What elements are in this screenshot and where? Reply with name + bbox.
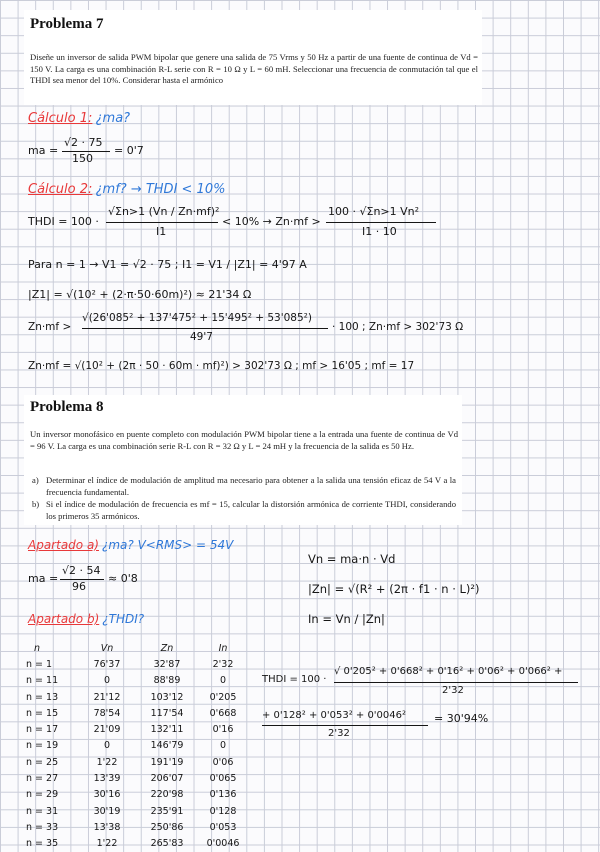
problem7-statement: Diseñe un inversor de salida PWM bipolar que genere una salida de 75 Vrms y 50 Hz a partir de una fuente de continua de Vd = 150 V. La carga es una combinación R-L serie con R = 10 Ω y L = 60 mH. Seleccionar una frecuencia de conmutación tal que el THDI sea menor del 10%. Considerar hasta el armónico (30, 52, 478, 85)
problem8-statement: Un inversor monofásico en puente completo con modulación PWM bipolar tiene a la entrada una fuente de continua de Vd = 96 V. La carga es una combinación serie R-L con R = 32 Ω y L = 24 mH y la frecuencia de la salida es 50 Hz. (30, 429, 458, 451)
table-row (26, 656, 248, 672)
final-thd-lhs: THDI = 100 · (262, 674, 327, 685)
cell-in: 0'0046 (206, 838, 240, 850)
table-row (26, 705, 248, 721)
table-row (26, 819, 248, 835)
final-thd-den1: 2'32 (442, 685, 464, 696)
ma-den: 150 (72, 152, 93, 165)
cell-in: 0'16 (212, 724, 234, 736)
ma-res: = 0'7 (114, 144, 144, 157)
apa-den: 96 (72, 580, 86, 593)
thd-rhs-den: I1 · 10 (362, 225, 397, 238)
final-thd-den2: 2'32 (328, 728, 350, 739)
cell-zn: 220'98 (150, 789, 184, 801)
item-b: Si el índice de modulación de frecuencia es mf = 15, calcular la distorsión armónica de corriente THDI, considerando los primeros 35 armónicos. (46, 499, 456, 521)
cell-vn: 13'39 (93, 773, 121, 785)
cell-zn: 235'91 (150, 805, 184, 817)
thd-condition-formula (28, 205, 448, 245)
table-row (26, 673, 248, 689)
cell-in: 0 (219, 675, 227, 687)
table-row (26, 770, 248, 786)
problem7-statement-card (24, 10, 482, 105)
cell-vn: 13'38 (93, 821, 121, 833)
thd-rhs-fraction-bar (326, 222, 436, 223)
header-n: n (34, 642, 41, 654)
cell-n: n = 31 (26, 805, 59, 817)
cell-zn: 132'11 (150, 724, 184, 736)
cell-in: 0'065 (209, 773, 237, 785)
cell-in: 0'053 (209, 821, 237, 833)
cell-in: 0'136 (209, 789, 237, 801)
cell-in: 0 (219, 740, 227, 752)
cell-vn: 30'19 (93, 805, 121, 817)
cell-vn: 0 (103, 675, 111, 687)
apa-num: √2 · 54 (62, 564, 101, 577)
final-thd-formula (262, 666, 592, 746)
header-vn: Vn (100, 642, 114, 654)
item-a-marker: a) (32, 475, 39, 485)
apartado-b-label: Apartado b) (28, 612, 100, 626)
table-body (26, 656, 248, 852)
cell-zn: 206'07 (150, 773, 184, 785)
thd-mid: < 10% → Zn·mf > (222, 215, 321, 228)
thd-rhs-num: 100 · √Σn>1 Vn² (328, 205, 420, 218)
thd-fraction-bar (106, 222, 218, 223)
apa-lhs: ma = (28, 572, 59, 585)
harmonics-table (26, 640, 248, 852)
cell-n: n = 17 (26, 724, 59, 736)
cell-zn: 146'79 (150, 740, 184, 752)
thd-lhs: THDI = 100 · (28, 215, 99, 228)
cell-in: 2'32 (212, 658, 234, 670)
n1-line: Para n = 1 → V1 = √2 · 75 ; I1 = V1 / |Z1| = 4'97 A (28, 258, 307, 271)
cell-n: n = 35 (26, 838, 59, 850)
problem8-statement-card (24, 395, 462, 525)
zmf-rest: · 100 ; Zn·mf > 302'73 Ω (332, 321, 464, 333)
zmf-den: 49'7 (190, 331, 213, 343)
table-row (26, 787, 248, 803)
header-zn: Zn (160, 642, 174, 654)
table-row (26, 689, 248, 705)
apartado-a-question: ¿ma? V<RMS> = 54V (101, 538, 234, 552)
cell-zn: 88'89 (153, 675, 181, 687)
apartado-a-heading (28, 538, 233, 553)
cell-n: n = 33 (26, 821, 59, 833)
final-thd-num1: √ 0'205² + 0'668² + 0'16² + 0'06² + 0'066² + (334, 666, 563, 677)
zmf-fraction-bar (82, 328, 328, 329)
apa-formula (28, 566, 188, 596)
ma-num: √2 · 75 (64, 136, 103, 149)
calc1-heading (28, 110, 130, 126)
apartado-b-heading (28, 612, 144, 627)
final-thd-bar2 (262, 725, 428, 726)
cell-in: 0'128 (209, 805, 237, 817)
cell-zn: 103'12 (150, 691, 184, 703)
cell-vn: 78'54 (93, 707, 121, 719)
cell-n: n = 11 (26, 675, 59, 687)
calc1-question: ¿ma? (95, 111, 131, 126)
ma-lhs: ma = (28, 144, 59, 157)
header-in: In (218, 642, 228, 654)
cell-in: 0'668 (209, 707, 237, 719)
calc2-question: ¿mf? → THDI < 10% (95, 182, 226, 197)
apartado-a-label: Apartado a) (28, 538, 99, 552)
cell-vn: 1'22 (96, 838, 118, 850)
cell-n: n = 19 (26, 740, 59, 752)
table-row (26, 721, 248, 737)
zmf-num: √(26'085² + 137'475² + 15'495² + 53'085²) (82, 312, 312, 324)
cell-vn: 21'09 (93, 724, 121, 736)
cell-vn: 0 (103, 740, 111, 752)
cell-n: n = 25 (26, 756, 59, 768)
cell-vn: 76'37 (93, 658, 121, 670)
item-a: Determinar el índice de modulación de amplitud ma necesario para obtener a la salida una tensión eficaz de 54 V a la frecuencia fundamental. (46, 475, 456, 497)
cell-vn: 21'12 (93, 691, 121, 703)
cell-n: n = 29 (26, 789, 59, 801)
cell-n: n = 1 (26, 658, 53, 670)
table-row (26, 803, 248, 819)
cell-n: n = 27 (26, 773, 59, 785)
final-mf-line: Zn·mf = √(10² + (2π · 50 · 60m · mf)²) > 302'73 Ω ; mf > 16'05 ; mf = 17 (28, 360, 415, 372)
cell-in: 0'205 (209, 691, 237, 703)
z1-line: |Z1| = √(10² + (2·π·50·60m)²) ≈ 21'34 Ω (28, 288, 252, 301)
calc2-label: Cálculo 2: (28, 182, 93, 197)
table-header-row (26, 640, 248, 656)
final-thd-result: = 30'94% (434, 712, 489, 725)
cell-in: 0'06 (212, 756, 234, 768)
cell-n: n = 13 (26, 691, 59, 703)
cell-zn: 265'83 (150, 838, 184, 850)
apa-res: ≈ 0'8 (108, 572, 138, 585)
ma-formula (28, 138, 208, 168)
formula-in: In = Vn / |Zn| (308, 612, 385, 626)
cell-n: n = 15 (26, 707, 59, 719)
thd-den: I1 (156, 225, 167, 238)
cell-zn: 117'54 (150, 707, 184, 719)
final-thd-bar1 (334, 682, 578, 683)
cell-zn: 250'86 (150, 821, 184, 833)
apartado-b-question: ¿THDI? (102, 612, 145, 626)
zmf-formula (28, 312, 468, 348)
problem8-title: Problema 8 (30, 399, 104, 415)
calc1-label: Cálculo 1: (28, 111, 93, 126)
table-row (26, 738, 248, 754)
formula-vn: Vn = ma·n · Vd (308, 552, 396, 566)
cell-zn: 191'19 (150, 756, 184, 768)
thd-num: √Σn>1 (Vn / Zn·mf)² (108, 205, 220, 218)
cell-vn: 30'16 (93, 789, 121, 801)
problem7-title: Problema 7 (30, 16, 104, 32)
item-b-marker: b) (32, 499, 40, 509)
cell-zn: 32'87 (153, 658, 181, 670)
cell-vn: 1'22 (96, 756, 118, 768)
calc2-heading (28, 181, 225, 197)
formula-zn: |Zn| = √(R² + (2π · f1 · n · L)²) (308, 582, 480, 596)
zmf-lhs: Zn·mf > (28, 321, 72, 333)
table-row (26, 836, 248, 852)
final-thd-num2: + 0'128² + 0'053² + 0'0046² (262, 710, 407, 721)
table-row (26, 754, 248, 770)
